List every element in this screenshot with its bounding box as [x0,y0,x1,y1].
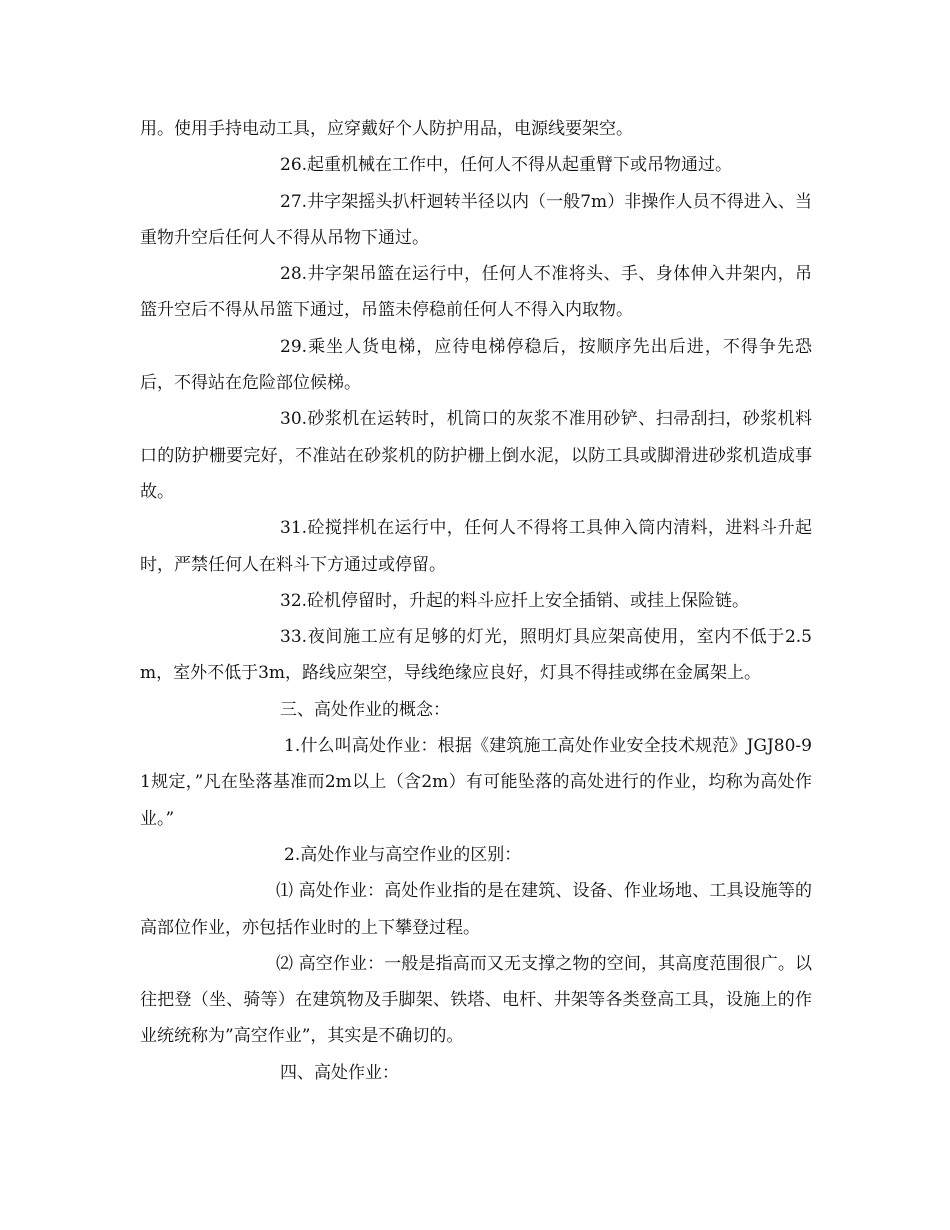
section-heading-4: 四、高处作业： [280,1062,399,1083]
paragraph-continued: 用。使用手持电动工具，应穿戴好个人防护用品，电源线要架空。 [140,119,633,139]
paragraph-3-2: 2.高处作业与高空作业的区别： [284,844,522,865]
paragraph-item-28: 28.井字架吊篮在运行中，任何人不准将头、手、身体伸入井架内，吊篮升空后不得从吊篮下通过，吊篮未停稳前任何人不得入内取物。 [140,264,812,321]
paragraph-item-26: 26.起重机械在工作中，任何人不得从起重臂下或吊物通过。 [280,155,733,176]
paragraph-item-29: 29.乘坐人货电梯，应待电梯停稳后，按顺序先出后进，不得争先恐后，不得站在危险部位候梯。 [140,336,812,394]
paragraph-item-27: 27.井字架摇头扒杆迴转半径以内（一般7m）非操作人员不得进入、当重物升空后任何人不得从吊物下通过。 [140,191,812,248]
paragraph-3-1: 1.什么叫高处作业：根据《建筑施工高处作业安全技术规范》JGJ80-91规定，”凡在坠落基准而2m以上（含2m）有可能坠落的高处进行的作业，均称为高处作业。” [140,736,812,829]
section-heading-3: 三、高处作业的概念： [280,699,450,720]
paragraph-item-31: 31.砼搅拌机在运行中，任何人不得将工具伸入筒内清料，进料斗升起时，严禁任何人在料斗下方通过或停留。 [140,518,812,575]
document-body [140,111,812,1091]
paragraph-3-2-2: ⑵ 高空作业：一般是指高而又无支撑之物的空间，其高度范围很广。以往把登（坐、骑等）在建筑物及手脚架、铁塔、电杆、井架等各类登高工具，设施上的作业统统称为”高空作业”，其实是不确切的。 [140,953,812,1047]
paragraph-3-2-1: ⑴ 高处作业：高处作业指的是在建筑、设备、作业场地、工具设施等的高部位作业，亦包括作业时的上下攀登过程。 [140,881,812,938]
paragraph-item-33: 33.夜间施工应有足够的灯光，照明灯具应架高使用，室内不低于2.5m，室外不低于3m，路线应架空，导线绝缘应良好，灯具不得挂或绑在金属架上。 [140,627,812,684]
paragraph-item-32: 32.砼机停留时，升起的料斗应扦上安全插销、或挂上保险链。 [280,590,750,611]
paragraph-item-30: 30.砂浆机在运转时，机筒口的灰浆不准用砂铲、扫帚刮扫，砂浆机料口的防护栅要完好，不准站在砂浆机的防护栅上倒水泥，以防工具或脚滑进砂浆机造成事故。 [140,409,812,502]
